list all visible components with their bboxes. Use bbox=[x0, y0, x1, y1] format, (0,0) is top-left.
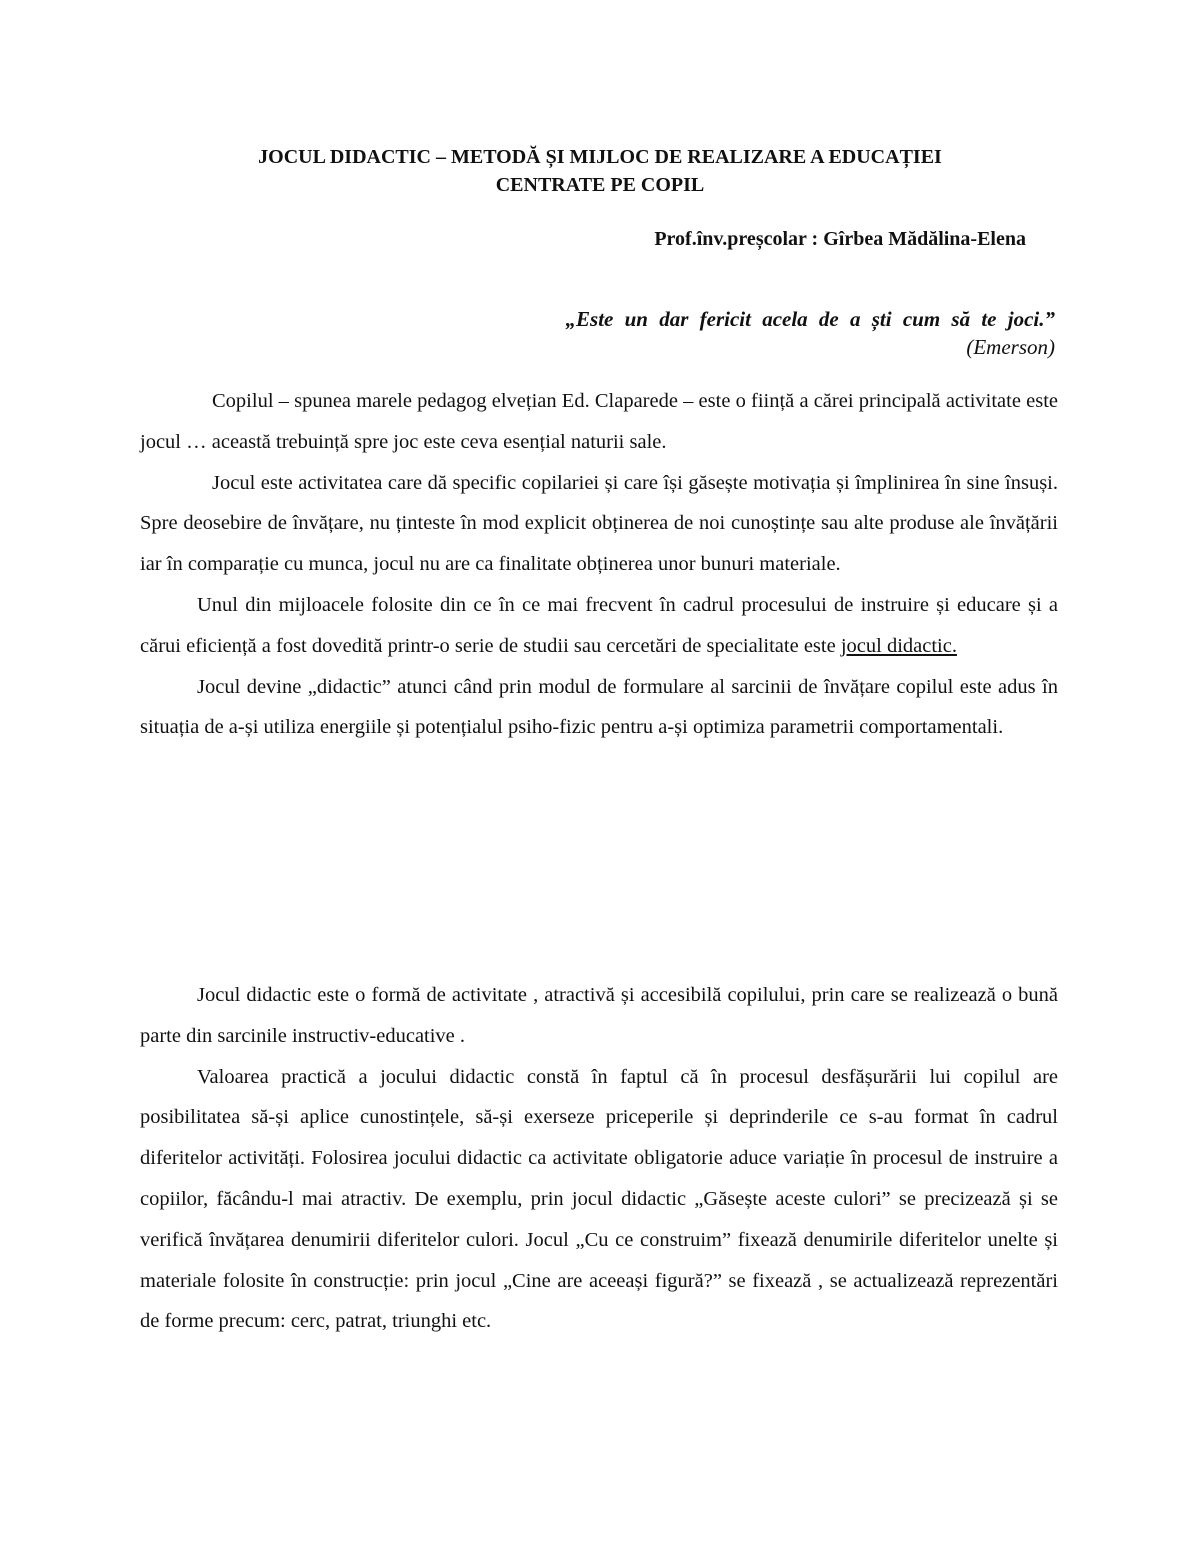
paragraph-6: Valoarea practică a jocului didactic constă în faptul că în procesul desfășurării lui copilul are posibilitatea să-și aplice cunostințele, să-și exerseze priceperile și deprinderile ce s-au format în cadrul diferitelor activități. Folosirea jocului didactic ca activitate obligatorie aduce variație în procesul de instruire a copiilor, făcându-l mai atractiv. De exemplu, prin jocul didactic „Găsește aceste culori” se precizează și se verifică învățarea denumirii diferitelor culori. Jocul „Cu ce construim” fixează denumirile diferitelor unelte și materiale folosite în construcție: prin jocul „Cine are aceeași figură?” se fixează , se actualizează reprezentări de forme precum: cerc, patrat, triunghi etc. bbox=[140, 1065, 1058, 1333]
paragraph-5: Jocul didactic este o formă de activitate , atractivă și accesibilă copilului, prin care se realizează o bună parte din sarcinile instructiv-educative . bbox=[140, 984, 1058, 1047]
paragraph-2: Jocul este activitatea care dă specific copilariei și care își găsește motivația și împlinirea în sine însuși. Spre deosebire de învățare, nu ținteste în mod explicit obținerea de noi cunoștințe sau alte produse ale învățării iar în comparație cu munca, jocul nu are ca finalitate obținerea unor bunuri materiale. bbox=[140, 471, 1058, 576]
paragraph-1: Copilul – spunea marele pedagog elvețian Ed. Claparede – este o ființă a cărei principală activitate este jocul … această trebuință spre joc este ceva esențial naturii sale. bbox=[140, 390, 1058, 453]
author-line: Prof.înv.preșcolar : Gîrbea Mădălina-Elena bbox=[654, 228, 1026, 250]
paragraph-3 bbox=[140, 585, 1058, 667]
motto-source: (Emerson) bbox=[966, 335, 1055, 359]
title-line-1: JOCUL DIDACTIC – METODĂ ȘI MIJLOC DE REALIZARE A EDUCAȚIEI bbox=[258, 146, 942, 168]
title-line-2: CENTRATE PE COPIL bbox=[495, 174, 705, 196]
paragraph-3-underlined-term: jocul didactic. bbox=[840, 634, 957, 657]
body-section-1 bbox=[140, 381, 1058, 748]
paragraph-4: Jocul devine „didactic” atunci când prin modul de formulare al sarcinii de învățare copilul este adus în situația de a-și utiliza energiile și potențialul psiho-fizic pentru a-și optimiza parametrii comportamentali. bbox=[140, 675, 1058, 739]
document-title bbox=[140, 143, 1060, 199]
motto-quote: „Este un dar fericit acela de a ști cum să te joci.” bbox=[565, 307, 1055, 331]
body-section-2 bbox=[140, 975, 1058, 1342]
paragraph-3-text: Unul din mijloacele folosite din ce în ce mai frecvent în cadrul procesului de instruire și educare și a cărui eficiență a fost dovedită printr-o serie de studii sau cercetări de specialitate este bbox=[140, 593, 1058, 657]
